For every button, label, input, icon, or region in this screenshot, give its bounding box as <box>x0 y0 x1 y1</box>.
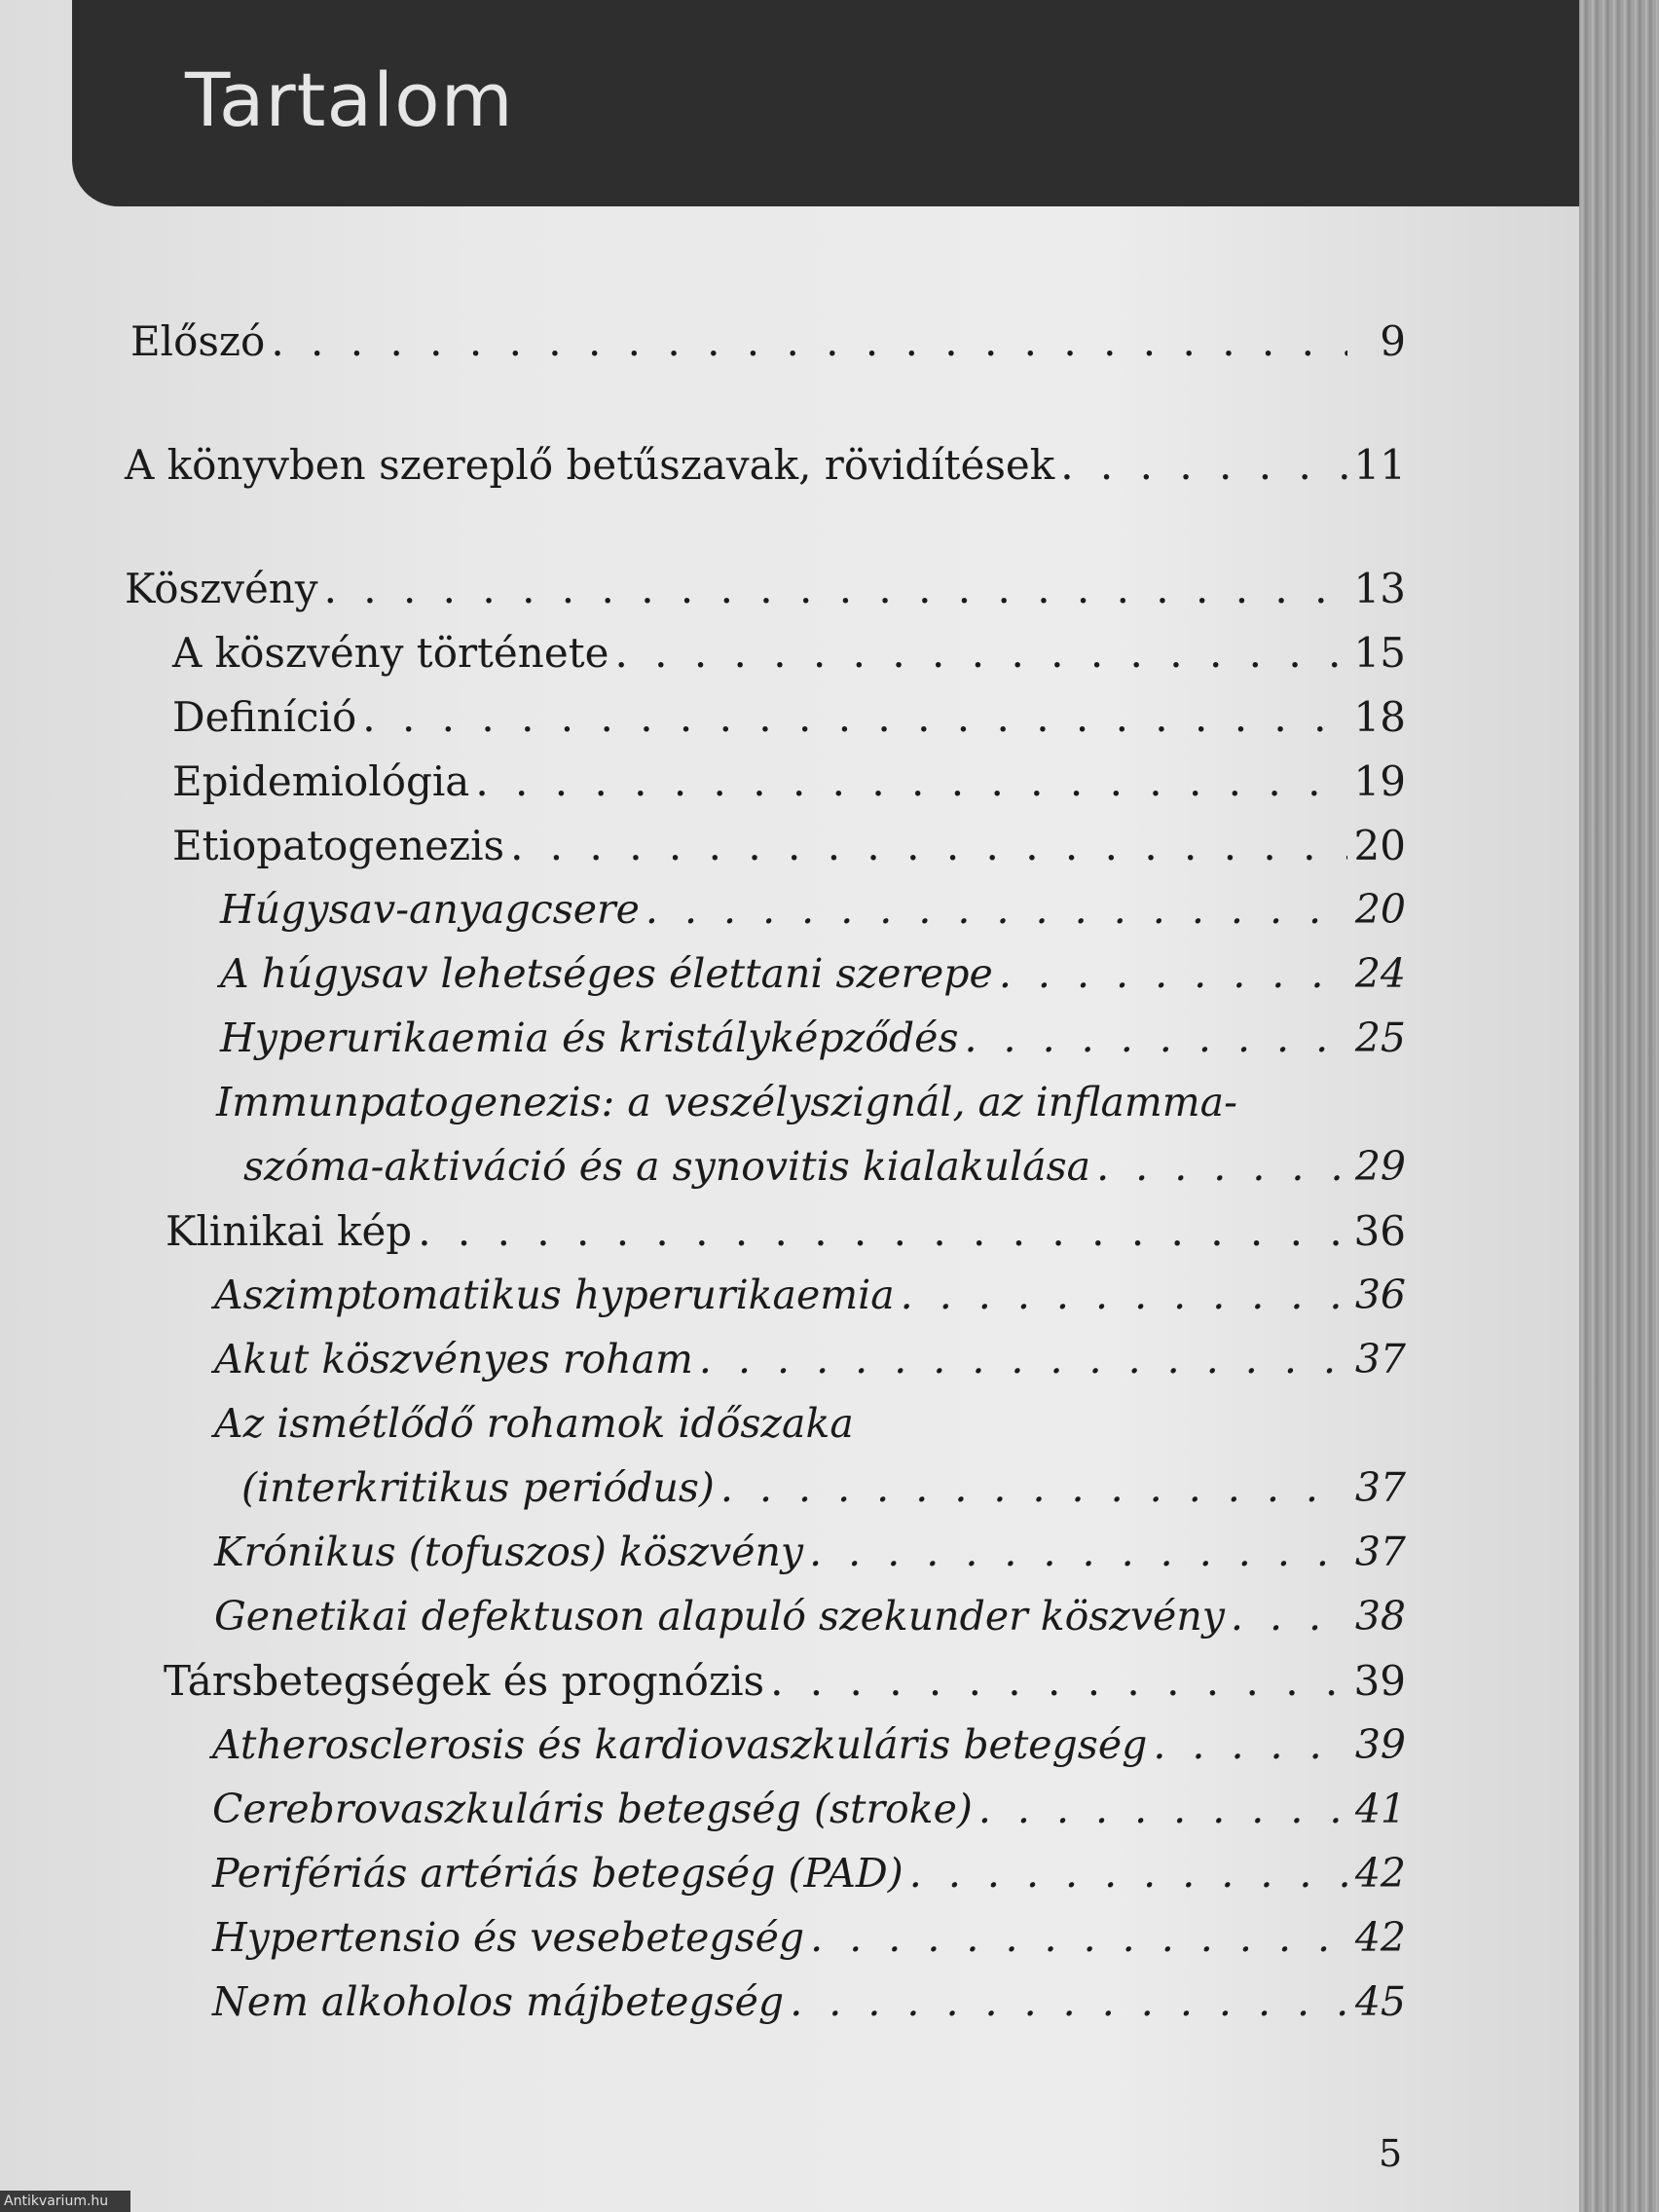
toc-entry <box>212 1786 1406 1832</box>
toc-entry-page: 25 <box>1354 1014 1406 1061</box>
toc-entry-title: Etiopatogenezis <box>172 822 505 869</box>
toc-entry <box>214 1272 1406 1318</box>
dot-leader <box>1153 1721 1347 1768</box>
toc-entry-title: A könyvben szereplő betűszavak, rövidítések <box>125 441 1055 489</box>
dot-leader <box>1060 441 1347 489</box>
toc-entry-title-continued: (interkritikus periódus) <box>241 1464 715 1511</box>
toc-entry-title: Genetikai defektuson alapuló szekunder köszvény <box>214 1593 1225 1640</box>
toc-entry-page: 37 <box>1354 1336 1406 1382</box>
toc-entry-title: Cerebrovaszkuláris betegség (stroke) <box>212 1786 973 1832</box>
toc-entry-title: Perifériás artériás betegség (PAD) <box>212 1850 903 1897</box>
toc-entry-page: 24 <box>1354 950 1406 997</box>
toc-entry-title: Köszvény <box>125 565 318 612</box>
book-spine-edge <box>1579 0 1659 2212</box>
toc-entry-page: 42 <box>1354 1914 1406 1961</box>
dot-leader <box>1231 1593 1347 1640</box>
dot-leader <box>978 1786 1347 1832</box>
toc-entry <box>214 1593 1406 1640</box>
toc-entry <box>214 1529 1406 1575</box>
toc-entry-title: Krónikus (tofuszos) köszvény <box>214 1529 804 1575</box>
toc-entry-page: 20 <box>1354 886 1406 933</box>
toc-entry-title: Atherosclerosis és kardiovaszkuláris betegség <box>212 1721 1148 1768</box>
toc-entry-title: Klinikai kép <box>166 1207 413 1255</box>
dot-leader <box>770 1657 1347 1705</box>
toc-entry-page: 45 <box>1354 1978 1406 2025</box>
toc-entry <box>212 1721 1406 1768</box>
dot-leader <box>999 950 1347 997</box>
toc-entry <box>166 1207 1406 1255</box>
toc-entry <box>164 1657 1406 1705</box>
toc-entry-page: 39 <box>1354 1721 1406 1768</box>
toc-entry-page: 13 <box>1353 565 1406 612</box>
toc-entry-page: 36 <box>1353 1207 1406 1255</box>
toc-entry-title-continued: szóma-aktiváció és a synovitis kialakulása <box>243 1143 1091 1190</box>
toc-entry <box>212 1914 1406 1961</box>
dot-leader <box>810 1914 1347 1961</box>
toc-entry-page: 20 <box>1353 822 1406 869</box>
toc-entry-page: 39 <box>1353 1657 1406 1705</box>
toc-entry-page: 36 <box>1354 1272 1406 1318</box>
dot-leader <box>362 693 1347 741</box>
toc-entry-title: Nem alkoholos májbetegség <box>212 1978 785 2025</box>
toc-entry-page: 9 <box>1380 317 1406 365</box>
toc-entry-title: Immunpatogenezis: a veszélyszignál, az inflamma- <box>216 1079 1237 1125</box>
toc-entry <box>243 1143 1406 1190</box>
dot-leader <box>720 1464 1347 1511</box>
watermark: Antikvarium.hu <box>0 2191 130 2212</box>
toc-entry <box>172 822 1406 869</box>
toc-entry-title: A húgysav lehetséges élettani szerepe <box>220 950 993 997</box>
page-title: Tartalom <box>185 56 514 143</box>
dot-leader <box>645 886 1347 933</box>
dot-leader <box>418 1207 1347 1255</box>
toc-entry <box>241 1464 1406 1511</box>
dot-leader <box>510 822 1347 869</box>
toc-entry <box>214 1336 1406 1382</box>
toc-entry <box>172 757 1406 805</box>
dot-leader <box>1096 1143 1347 1190</box>
toc-entry-title: Előszó <box>130 317 266 365</box>
dot-leader <box>790 1978 1347 2025</box>
dot-leader <box>809 1529 1347 1575</box>
toc-entry-page: 15 <box>1353 629 1406 677</box>
dot-leader <box>901 1272 1347 1318</box>
toc-entry <box>212 1850 1406 1897</box>
toc-entry-page: 11 <box>1353 441 1406 489</box>
toc-entry-page: 37 <box>1354 1529 1406 1575</box>
toc-entry-page: 41 <box>1354 1786 1406 1832</box>
toc-entry-page: 38 <box>1354 1593 1406 1640</box>
toc-entry-title: Epidemiológia <box>172 757 470 805</box>
toc-entry <box>220 1014 1406 1061</box>
toc-entry <box>172 629 1406 677</box>
page-number: 5 <box>1379 2132 1403 2175</box>
toc-entry-page: 29 <box>1354 1143 1406 1190</box>
toc-entry-page: 42 <box>1354 1850 1406 1897</box>
toc-entry-page: 37 <box>1354 1464 1406 1511</box>
toc-entry-page: 18 <box>1353 693 1406 741</box>
toc-entry-title: Definíció <box>172 693 357 741</box>
toc-entry-title: Húgysav-anyagcsere <box>220 886 640 933</box>
toc-entry-title: Aszimptomatikus hyperurikaemia <box>214 1272 895 1318</box>
toc-entry <box>125 565 1406 612</box>
toc-entry <box>130 317 1406 365</box>
toc-entry <box>220 950 1406 997</box>
toc-entry-title: Akut köszvényes roham <box>214 1336 693 1382</box>
dot-leader <box>699 1336 1347 1382</box>
toc-entry-title: Társbetegségek és prognózis <box>164 1657 765 1705</box>
dot-leader <box>909 1850 1347 1897</box>
toc-entry-title: Az ismétlődő rohamok időszaka <box>214 1400 854 1447</box>
toc-entry <box>172 693 1406 741</box>
toc-entry-page: 19 <box>1353 757 1406 805</box>
toc-entry-title: Hypertensio és vesebetegség <box>212 1914 805 1961</box>
toc-entry <box>220 886 1406 933</box>
dot-leader <box>271 317 1347 365</box>
dot-leader <box>964 1014 1347 1061</box>
dot-leader <box>475 757 1347 805</box>
dot-leader <box>614 629 1347 677</box>
toc-entry-title: A köszvény története <box>172 629 609 677</box>
toc-entry <box>125 441 1406 489</box>
toc-entry <box>212 1978 1406 2025</box>
dot-leader <box>324 565 1347 612</box>
toc-entry-title: Hyperurikaemia és kristályképződés <box>220 1014 959 1061</box>
